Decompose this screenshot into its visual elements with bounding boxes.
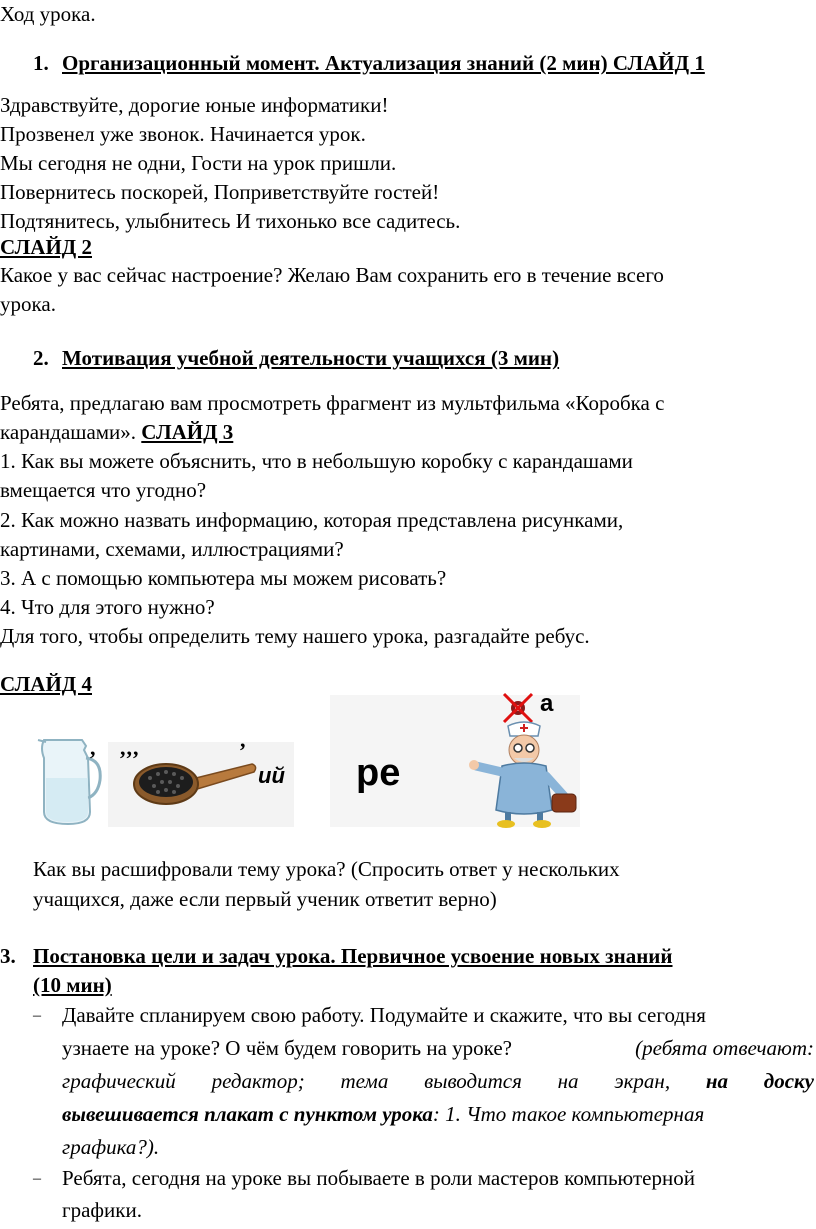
jug-icon [30, 728, 110, 828]
rebus-comma-2: , [240, 727, 246, 752]
section3-heading-2: (10 мин) [33, 973, 112, 997]
bullet-dash-2: – [33, 1170, 41, 1187]
slide2-label: СЛАЙД 2 [0, 235, 92, 259]
lesson-title: Ход урока. [0, 2, 96, 26]
rebus-commas-3: ,,, [120, 735, 140, 760]
question-2-cont: картинами, схемами, иллюстрациями? [0, 537, 344, 561]
section2-heading: Мотивация учебной деятельности учащихся (3 мин) [62, 346, 560, 370]
item1-line-3-bold: на доску [705, 1069, 814, 1093]
item1-line-1: Давайте спланируем свою работу. Подумайте и скажите, что вы сегодня [62, 1003, 706, 1027]
item1-line-4 [62, 1102, 704, 1127]
question-4: 4. Что для этого нужно? [0, 595, 215, 619]
doctor-icon [468, 720, 580, 828]
section3-heading-1: Постановка цели и задач урока. Первичное усвоение новых знаний [33, 944, 673, 968]
item1-line-4-bold: вывешивается плакат с пунктом урока [62, 1102, 433, 1126]
slide4-label: СЛАЙД 4 [0, 672, 92, 696]
mood-line-2: урока. [0, 292, 56, 316]
bullet-dash-1: – [33, 1007, 41, 1024]
rebus-suffix: ий [258, 763, 285, 788]
greeting-line-1: Здравствуйте, дорогие юные информатики! [0, 93, 389, 117]
rebus-instruction: Для того, чтобы определить тему нашего урока, разгадайте ребус. [0, 624, 590, 648]
question-1: 1. Как вы можете объяснить, что в небольшую коробку с карандашами [0, 449, 633, 473]
item2-line-2: графики. [62, 1198, 142, 1222]
rebus-comma-1: , [90, 735, 96, 760]
slide3-label: СЛАЙД 3 [141, 420, 234, 444]
hairbrush-icon [128, 750, 258, 810]
section1-number: 1. [33, 51, 49, 75]
section3-number: 3. [0, 944, 16, 968]
question-2: 2. Как можно назвать информацию, которая представлена рисунками, [0, 508, 624, 532]
item1-line-2-italic: (ребята отвечают: [635, 1036, 814, 1060]
intro-line-1: Ребята, предлагаю вам просмотреть фрагмент из мультфильма «Коробка с [0, 391, 665, 415]
question-1-cont: вмещается что угодно? [0, 478, 207, 502]
decode-line-1: Как вы расшифровали тему урока? (Спросить ответ у нескольких [33, 857, 620, 881]
item1-line-5: графика?). [62, 1135, 160, 1159]
rebus-re: ре [356, 752, 401, 794]
greeting-line-2: Прозвенел уже звонок. Начинается урок. [0, 122, 366, 146]
item1-line-2 [62, 1036, 814, 1061]
item1-line-2-text: узнаете на уроке? О чём будем говорить на уроке? [62, 1036, 512, 1060]
greeting-line-3: Мы сегодня не одни, Гости на урок пришли. [0, 151, 397, 175]
decode-line-2: учащихся, даже если первый ученик ответит верно) [33, 887, 497, 911]
item1-line-3-text: графический редактор; тема выводится на экран, [62, 1069, 671, 1093]
item1-line-3 [62, 1069, 814, 1094]
mood-line-1: Какое у вас сейчас настроение? Желаю Вам сохранить его в течение всего [0, 263, 664, 287]
greeting-line-5: Подтянитесь, улыбнитесь И тихонько все садитесь. [0, 209, 461, 233]
question-3: 3. А с помощью компьютера мы можем рисовать? [0, 566, 447, 590]
rebus-letter-a: а [540, 690, 554, 717]
intro-line-2 [0, 420, 233, 445]
section1-heading: Организационный момент. Актуализация знаний (2 мин) СЛАЙД 1 [62, 51, 705, 75]
item1-line-4-rest: : 1. Что такое компьютерная [432, 1102, 705, 1126]
greeting-line-4: Повернитесь поскорей, Поприветствуйте гостей! [0, 180, 440, 204]
intro-line-2-text: карандашами». [0, 420, 137, 444]
item2-line-1: Ребята, сегодня на уроке вы побываете в роли мастеров компьютерной [62, 1166, 695, 1190]
section2-number: 2. [33, 346, 49, 370]
